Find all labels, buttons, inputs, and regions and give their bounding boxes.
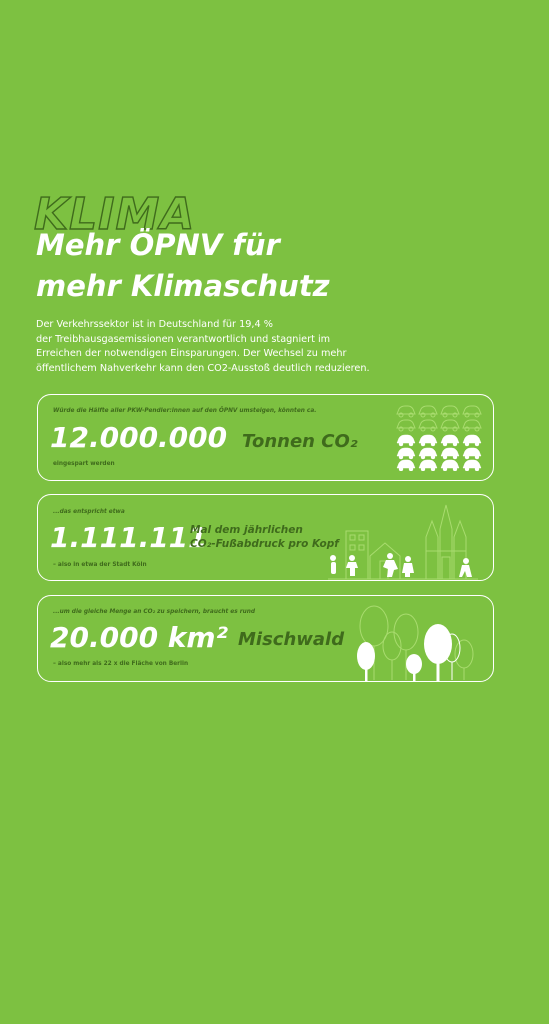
title-line-1: Mehr ÖPNV für: [36, 228, 280, 262]
title-line-2: mehr Klimaschutz: [36, 269, 330, 303]
stat-value: 12.000.000: [50, 421, 228, 454]
city-people-icon: [328, 501, 478, 581]
stat-unit: Tonnen CO₂: [242, 431, 358, 452]
section-kicker: KLIMA: [34, 189, 196, 240]
stat-value: 1.111.111: [50, 521, 208, 554]
card-label: ...um die gleiche Menge an CO₂ zu speichern, braucht es rund: [53, 609, 255, 615]
intro-line-4: öffentlichem Nahverkehr kann den CO2-Ausstoß deutlich reduzieren.: [36, 362, 370, 374]
card-footnote: eingespart werden: [53, 461, 115, 467]
intro-line-2: der Treibhausgasemissionen verantwortlich und stagniert im: [36, 333, 331, 345]
cars-icon: [396, 405, 482, 471]
intro-line-1: Der Verkehrssektor ist in Deutschland für 19,4 %: [36, 319, 273, 330]
card-footnote: – also in etwa der Stadt Köln: [53, 562, 147, 568]
stat-card-forest: [37, 595, 494, 682]
intro-line-3: Erreichen der notwendigen Einsparungen. Der Wechsel zu mehr: [36, 348, 347, 359]
intro-paragraph: [36, 318, 506, 376]
card-label: ...das entspricht etwa: [53, 509, 125, 515]
stat-card-footprint: [37, 494, 494, 581]
stat-unit-line-2: CO₂-Fußabdruck pro Kopf: [190, 538, 339, 550]
card-footnote: – also mehr als 22 x die Fläche von Berlin: [53, 661, 189, 667]
card-label: Würde die Hälfte aller PKW-Pendler:innen auf den ÖPNV umsteigen, könnten ca.: [53, 408, 317, 414]
stat-card-emissions: [37, 394, 494, 481]
stat-unit: Mischwald: [238, 629, 345, 650]
forest-icon: [352, 602, 478, 682]
page-title: [36, 225, 516, 307]
stat-unit-line-1: Mal dem jährlichen: [190, 524, 303, 536]
stat-value: 20.000 km²: [50, 621, 228, 654]
